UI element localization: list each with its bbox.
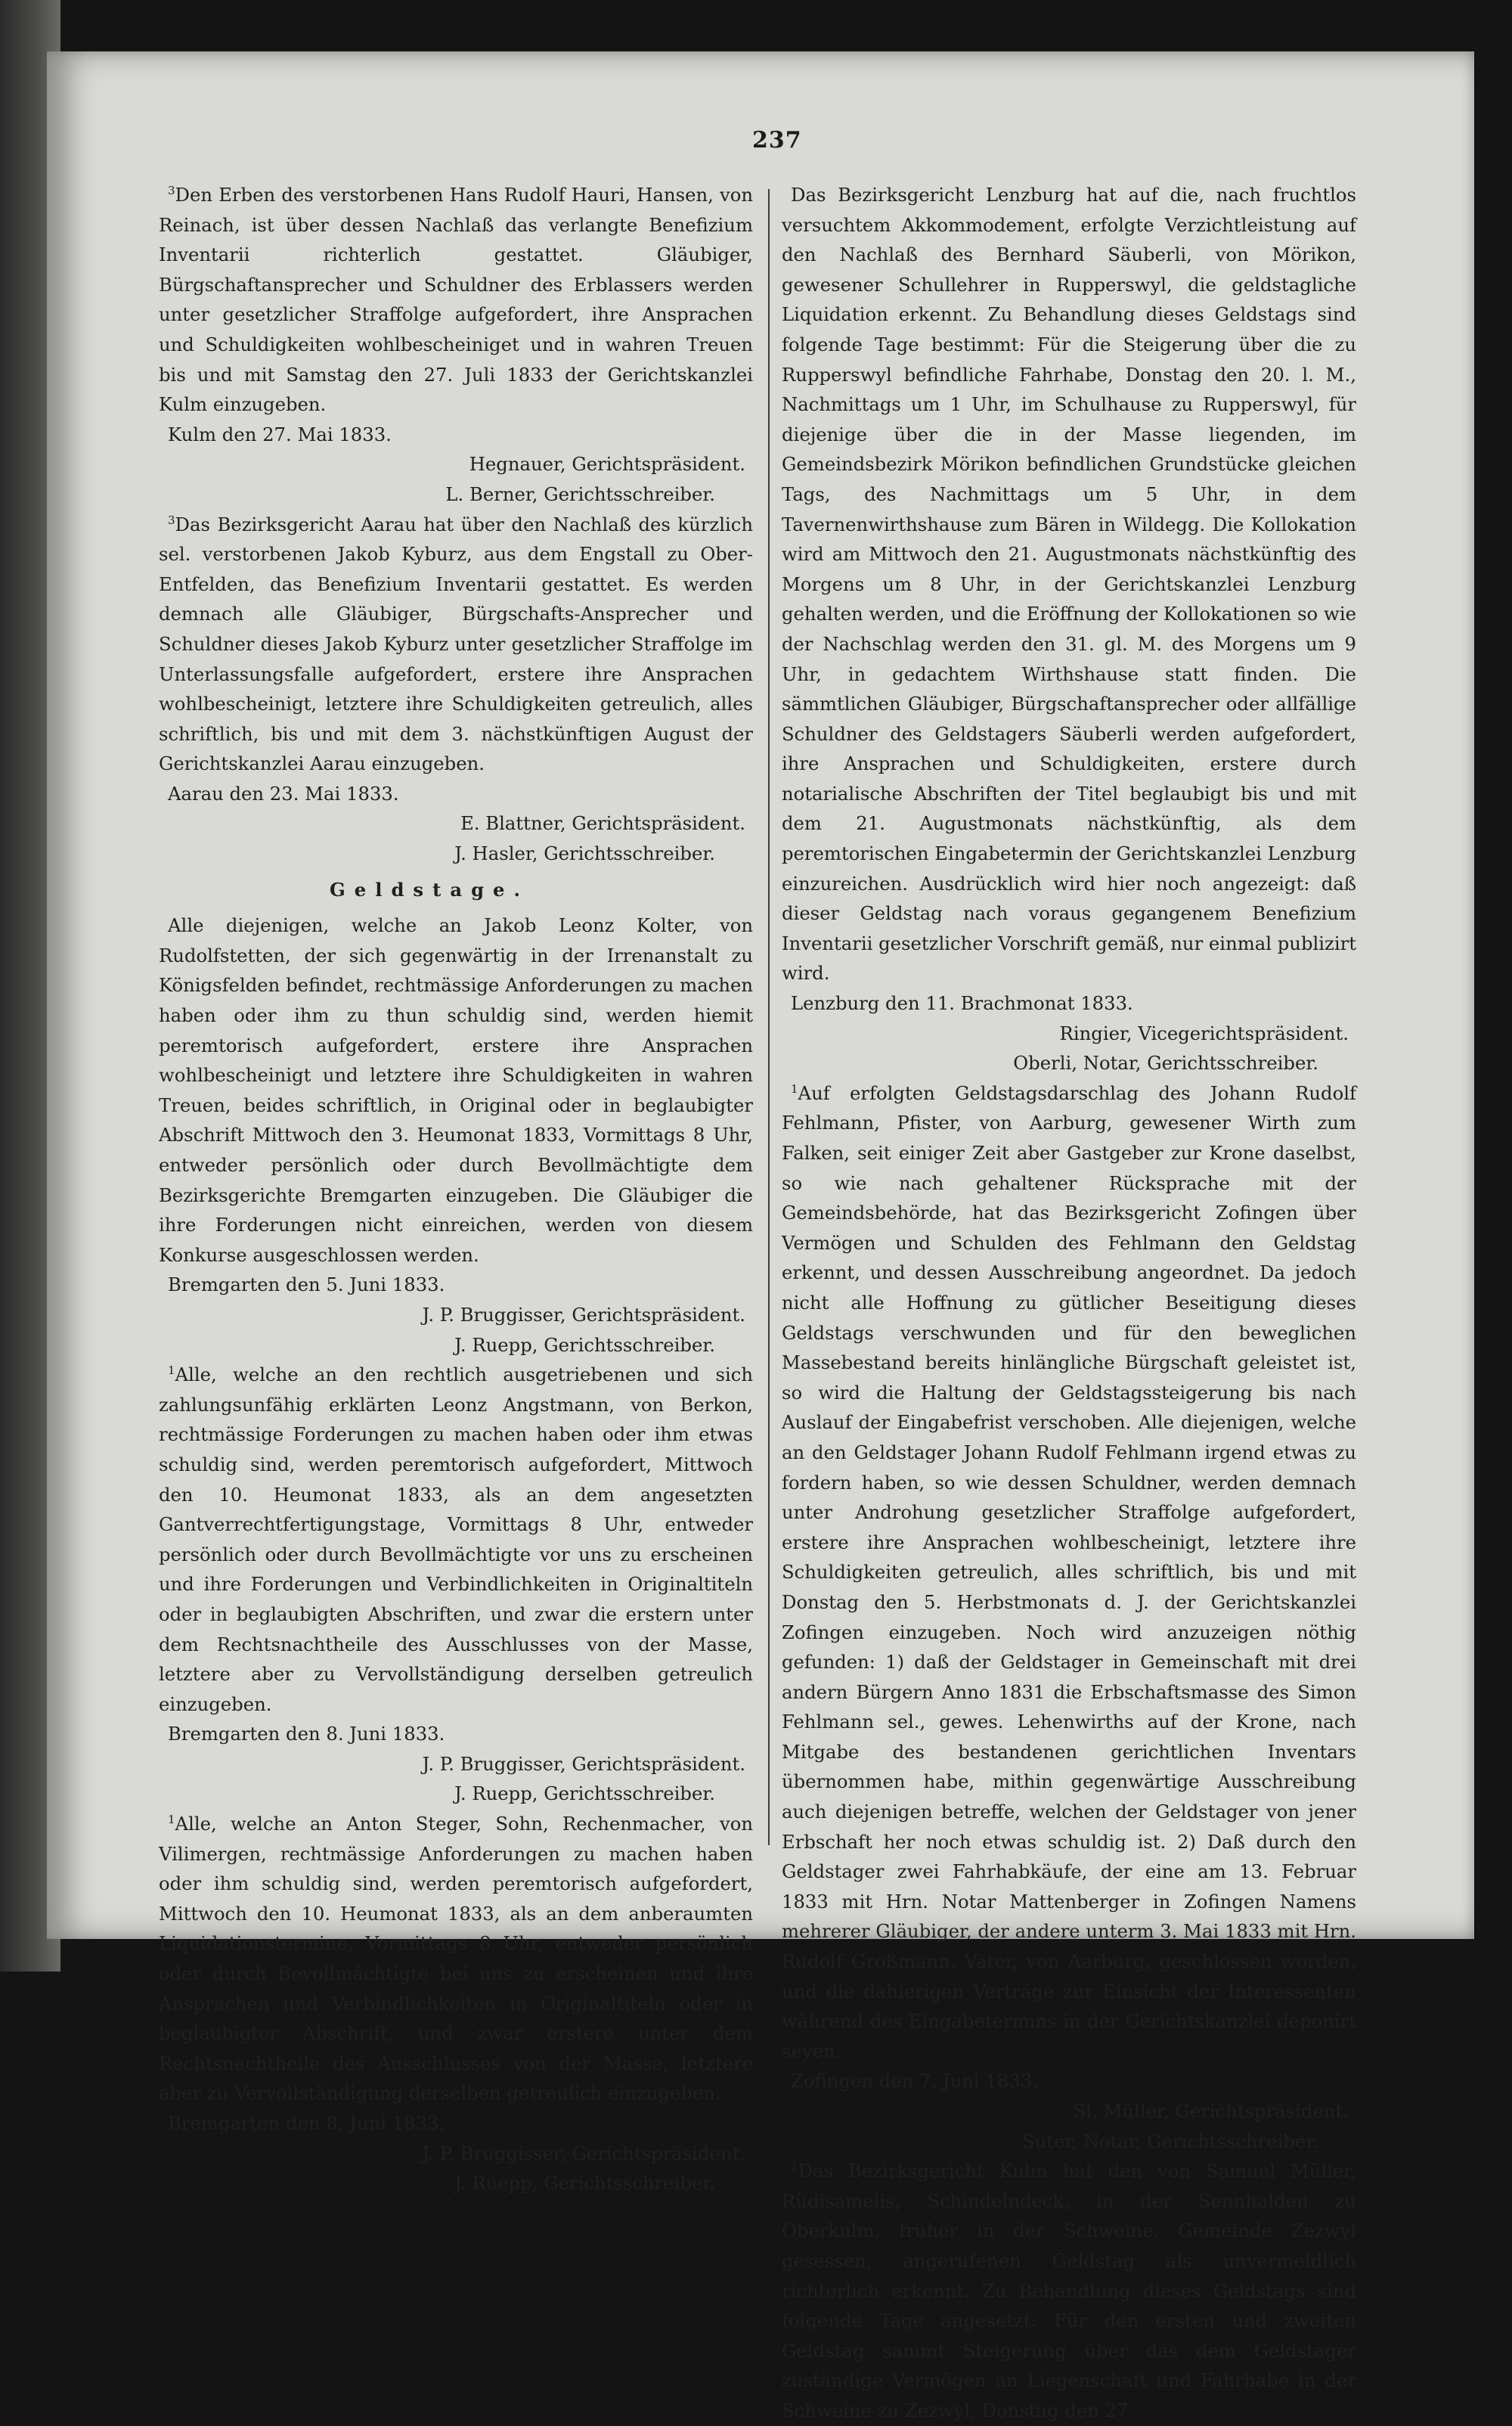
- block-text: Alle, welche an Anton Steger, Sohn, Rechenmacher, von Vilimergen, rechtmässige Anforderungen zu machen haben oder ihm schuldig sind, werden peremtorisch aufgefordert, Mittwoch den 10. Heumonat 1833, als an dem anberaumten Liquidationstermine, Vormittags 8 Uhr, entweder persönlich oder durch Bevollmächtigte bei uns zu erscheinen und ihre Ansprachen und Verbindlichkeiten in Originaltiteln oder in beglaubigter Abschrift, und zwar erstere unter dem Rechtsnachtheile des Ausschlusses von der Masse, letztere aber zu Vervollständigung derselben getreulich einzugeben.: [159, 1813, 753, 2105]
- block-text: Bremgarten den 8. Juni 1833.: [168, 2112, 445, 2134]
- block-text: Das Bezirksgericht Lenzburg hat auf die, nach fruchtlos versuchtem Akkommodement, erfolgte Verzichtleistung auf den Nachlaß des Bernhard Säuberli, von Mörikon, gewesener Schullehrer in Rupperswyl, die geldstagliche Liquidation erkennt. Zu Behandlung dieses Geldstags sind folgende Tage bestimmt: Für die Steigerung über die zu Rupperswyl befindliche Fahrhabe, Donstag den 20. l. M., Nachmittags um 1 Uhr, im Schulhause zu Rupperswyl, für diejenige über die in der Masse liegenden, im Gemeindsbezirk Mörikon befindlichen Grundstücke gleichen Tags, des Nachmittags um 5 Uhr, in dem Tavernenwirthshause zum Bären in Wildegg. Die Kollokation wird am Mittwoch den 21. Augustmonats nächstkünftig des Morgens um 8 Uhr, in der Gerichtskanzlei Lenzburg gehalten werden, und die Eröffnung der Kollokationen so wie der Nachschlag werden den 31. gl. M. des Morgens um 9 Uhr, in gedachtem Wirthshause statt finden. Die sämmtlichen Gläubiger, Bürgschaftansprecher oder allfällige Schuldner des Geldstagers Säuberli werden aufgefordert, ihre Ansprachen und Schuldigkeiten, erstere durch notarialische Abschriften der Titel beglaubigt bis und mit dem 21. Augustmonats nächstkünftig, als dem peremtorischen Eingabetermin der Gerichtskanzlei Lenzburg einzureichen. Ausdrücklich wird hier noch angezeigt: daß dieser Geldstag nach voraus gegangenem Benefizium Inventarii gesetzlicher Vorschrift gemäß, nur einmal publizirt wird.: [782, 184, 1356, 985]
- page-number: 237: [752, 127, 802, 154]
- signature-line: [782, 2127, 1356, 2157]
- block-text: J. Ruepp, Gerichtsschreiber.: [454, 1782, 715, 1805]
- block-text: E. Blattner, Gerichtspräsident.: [460, 812, 745, 835]
- block-text: Zofingen den 7. Juni 1833.: [791, 2070, 1038, 2093]
- notice-paragraph: [782, 2156, 1356, 2425]
- block-text: L. Berner, Gerichtsschreiber.: [445, 482, 715, 505]
- notice-paragraph: [782, 180, 1356, 988]
- signature-line: [782, 2096, 1356, 2127]
- block-text: J. Ruepp, Gerichtsschreiber.: [454, 1333, 715, 1356]
- block-text: Hegnauer, Gerichtspräsident.: [469, 453, 745, 476]
- notice-marker: 1: [791, 2160, 798, 2174]
- block-text: Alle, welche an den rechtlich ausgetriebenen und sich zahlungsunfähig erklärten Leonz Angstmann, von Berkon, rechtmässige Forderungen zu machen haben oder ihm etwas schuldig sind, werden peremtorisch aufgefordert, Mittwoch den 10. Heumonat 1833, als an dem angesetzten Gantverrechtfertigungstage, Vormittags 8 Uhr, entweder persönlich oder durch Bevollmächtigte vor uns zu erscheinen und ihre Forderungen und Verbindlichkeiten in Originaltiteln oder in beglaubigten Abschriften, und zwar die erstern unter dem Rechtsnachtheile des Ausschlusses von der Masse, letztere aber zu Vervollständigung derselben getreulich einzugeben.: [159, 1363, 753, 1715]
- block-text: Lenzburg den 11. Brachmonat 1833.: [791, 992, 1133, 1015]
- signature-line: [159, 2168, 753, 2198]
- signature-line: [159, 808, 753, 839]
- notice-paragraph: [159, 911, 753, 1270]
- notice-paragraph: [159, 1809, 753, 2108]
- block-text: Oberli, Notar, Gerichtsschreiber.: [1013, 1052, 1318, 1075]
- column-divider: [768, 189, 770, 1845]
- dateline: [159, 1270, 753, 1300]
- signature-line: [159, 1300, 753, 1330]
- notice-paragraph: [159, 180, 753, 420]
- block-text: Suter, Notar, Gerichtsschreiber.: [1021, 2130, 1318, 2152]
- block-text: Kulm den 27. Mai 1833.: [168, 423, 392, 445]
- signature-line: [782, 1048, 1356, 1078]
- notice-marker: 1: [168, 1363, 175, 1378]
- block-text: J. Hasler, Gerichtsschreiber.: [454, 842, 715, 865]
- signature-line: [159, 1330, 753, 1360]
- block-text: Auf erfolgten Geldstagsdarschlag des Johann Rudolf Fehlmann, Pfister, von Aarburg, gewesener Wirth zum Falken, seit einiger Zeit aber Gastgeber zur Krone daselbst, so wie nach gehaltener Rücksprache mit der Gemeindsbehörde, hat das Bezirksgericht Zofingen über Vermögen und Schulden des Fehlmann den Geldstag erkennt, und dessen Ausschreibung angeordnet. Da jedoch nicht alle Hoffnung zu gütlicher Beseitigung dieses Geldstags verschwunden und für den beweglichen Massebestand bereits hinlängliche Bürgschaft geleistet ist, so wird die Haltung der Geldstagssteigerung bis nach Auslauf der Eingabefrist verschoben. Alle diejenigen, welche an den Geldstager Johann Rudolf Fehlmann irgend etwas zu fordern haben, so wie dessen Schuldner, werden demnach unter Androhung gesetzlicher Straffolge aufgefordert, erstere ihre Ansprachen wohlbescheinigt, letztere ihre Schuldigkeiten getreulich, alles schriftlich, bis und mit Donstag den 5. Herbstmonats d. J. der Gerichtskanzlei Zofingen einzugeben. Noch wird anzuzeigen nöthig gefunden: 1) daß der Geldstager in Gemeinschaft mit drei andern Bürgern Anno 1831 die Erbschaftsmasse des Simon Fehlmann sel., gewes. Lehenwirths auf der Krone, nach Mitgabe des bestandenen gerichtlichen Inventars übernommen habe, mithin gegenwärtige Ausschreibung auch diejenigen betreffe, welchen der Geldstager von jener Erbschaft her noch etwas schuldig ist. 2) Daß durch den Geldstager zwei Fahrhabkäufe, der eine am 13. Februar 1833 mit Hrn. Notar Mattenberger in Zofingen Namens mehrerer Gläubiger, der andere unterm 3. Mai 1833 mit Hrn. Rudolf Großmann, Vater, von Aarburg, geschlossen worden, und die dahierigen Verträge zur Einsicht der Interessenten während des Eingabetermins in der Gerichtskanzlei deponirt seyen.: [782, 1081, 1357, 2062]
- block-text: Den Erben des verstorbenen Hans Rudolf Hauri, Hansen, von Reinach, ist über dessen Nachlaß das verlangte Benefizium Inventarii richterlich gestattet. Gläubiger, Bürgschaftansprecher und Schuldner des Erblassers werden unter gesetzlicher Straffolge aufgefordert, ihre Ansprachen und Schuldigkeiten wohlbescheiniget und in wahren Treuen bis und mit Samstag den 27. Juli 1833 der Gerichtskanzlei Kulm einzugeben.: [159, 184, 753, 416]
- notice-marker: 1: [791, 1081, 798, 1096]
- notice-marker: 3: [168, 513, 175, 527]
- signature-line: [159, 2139, 753, 2169]
- dateline: [159, 1719, 753, 1749]
- block-text: Ringier, Vicegerichtspräsident.: [1059, 1022, 1349, 1044]
- notice-marker: 1: [168, 1812, 175, 1826]
- dateline: [159, 779, 753, 809]
- block-text: J. P. Bruggisser, Gerichtspräsident.: [422, 2142, 745, 2164]
- block-text: J. Ruepp, Gerichtsschreiber.: [454, 2172, 715, 2195]
- notice-marker: 3: [168, 183, 175, 197]
- block-text: Bremgarten den 5. Juni 1833.: [168, 1273, 445, 1296]
- notice-paragraph: [782, 1078, 1356, 2067]
- signature-line: [159, 1749, 753, 1779]
- dateline: [159, 2108, 753, 2139]
- notice-paragraph: [159, 510, 753, 779]
- block-text: Aarau den 23. Mai 1833.: [168, 782, 399, 805]
- block-text: Das Bezirksgericht Aarau hat über den Nachlaß des kürzlich sel. verstorbenen Jakob Kyburz, aus dem Engstall zu Ober-Entfelden, das Benefizium Inventarii gestattet. Es werden demnach alle Gläubiger, Bürgschafts-Ansprecher und Schuldner dieses Jakob Kyburz unter gesetzlicher Straffolge im Unterlassungsfalle aufgefordert, erstere ihre Ansprachen wohlbescheinigt, letztere ihre Schuldigkeiten getreulich, alles schriftlich, bis und mit dem 3. nächstkünftigen August der Gerichtskanzlei Aarau einzugeben.: [159, 513, 753, 775]
- dateline: [782, 2066, 1356, 2096]
- dateline: [159, 420, 753, 450]
- block-text: Das Bezirksgericht Kulm hat den von Samuel Müller, Rüdisamelis, Schindelndeck, in der Sennhalden zu Oberkulm, früher in der Schweine, Gemeinde Zezwyl gesessen, angerufenen Geldstag als unvermeidlich richterlich erkennt. Zu Behandlung dieses Geldstags sind folgende Tage angesetzt: Für den ersten und zweiten Geldstag sammt Steigerung über das dem Geldstager zuständige Vermögen an Liegenschaft und Fahrhabe in der Schweine zu Zezwyl, Donstag den 27.: [782, 2160, 1356, 2421]
- block-text: Alle diejenigen, welche an Jakob Leonz Kolter, von Rudolfstetten, der sich gegenwärtig in der Irrenanstalt zu Königsfelden befindet, rechtmässige Anforderungen zu machen haben oder ihm zu thun schuldig sind, werden hiemit peremtorisch aufgefordert, erstere ihre Ansprachen wohlbescheinigt und letztere ihre Schuldigkeiten in wahren Treuen, beides schriftlich, in Original oder in beglaubigter Abschrift Mittwoch den 3. Heumonat 1833, Vormittags 8 Uhr, entweder persönlich oder durch Bevollmächtigte dem Bezirksgerichte Bremgarten einzugeben. Die Gläubiger die ihre Forderungen nicht einreichen, werden von diesem Konkurse ausgeschlossen werden.: [159, 914, 753, 1266]
- signature-line: [159, 839, 753, 869]
- left-column: [159, 180, 753, 2198]
- block-text: J. P. Bruggisser, Gerichtspräsident.: [422, 1752, 745, 1775]
- block-text: Sl. Müller, Gerichtspräsident.: [1073, 2100, 1349, 2122]
- right-column: [782, 180, 1356, 2426]
- block-text: Bremgarten den 8. Juni 1833.: [168, 1723, 445, 1745]
- block-text: J. P. Bruggisser, Gerichtspräsident.: [422, 1303, 745, 1326]
- dateline: [782, 988, 1356, 1019]
- notice-paragraph: [159, 1360, 753, 1719]
- signature-line: [159, 479, 753, 510]
- signature-line: [159, 449, 753, 479]
- signature-line: [782, 1019, 1356, 1049]
- block-text: Geldstage.: [330, 878, 529, 901]
- section-heading: [159, 869, 753, 911]
- signature-line: [159, 1779, 753, 1809]
